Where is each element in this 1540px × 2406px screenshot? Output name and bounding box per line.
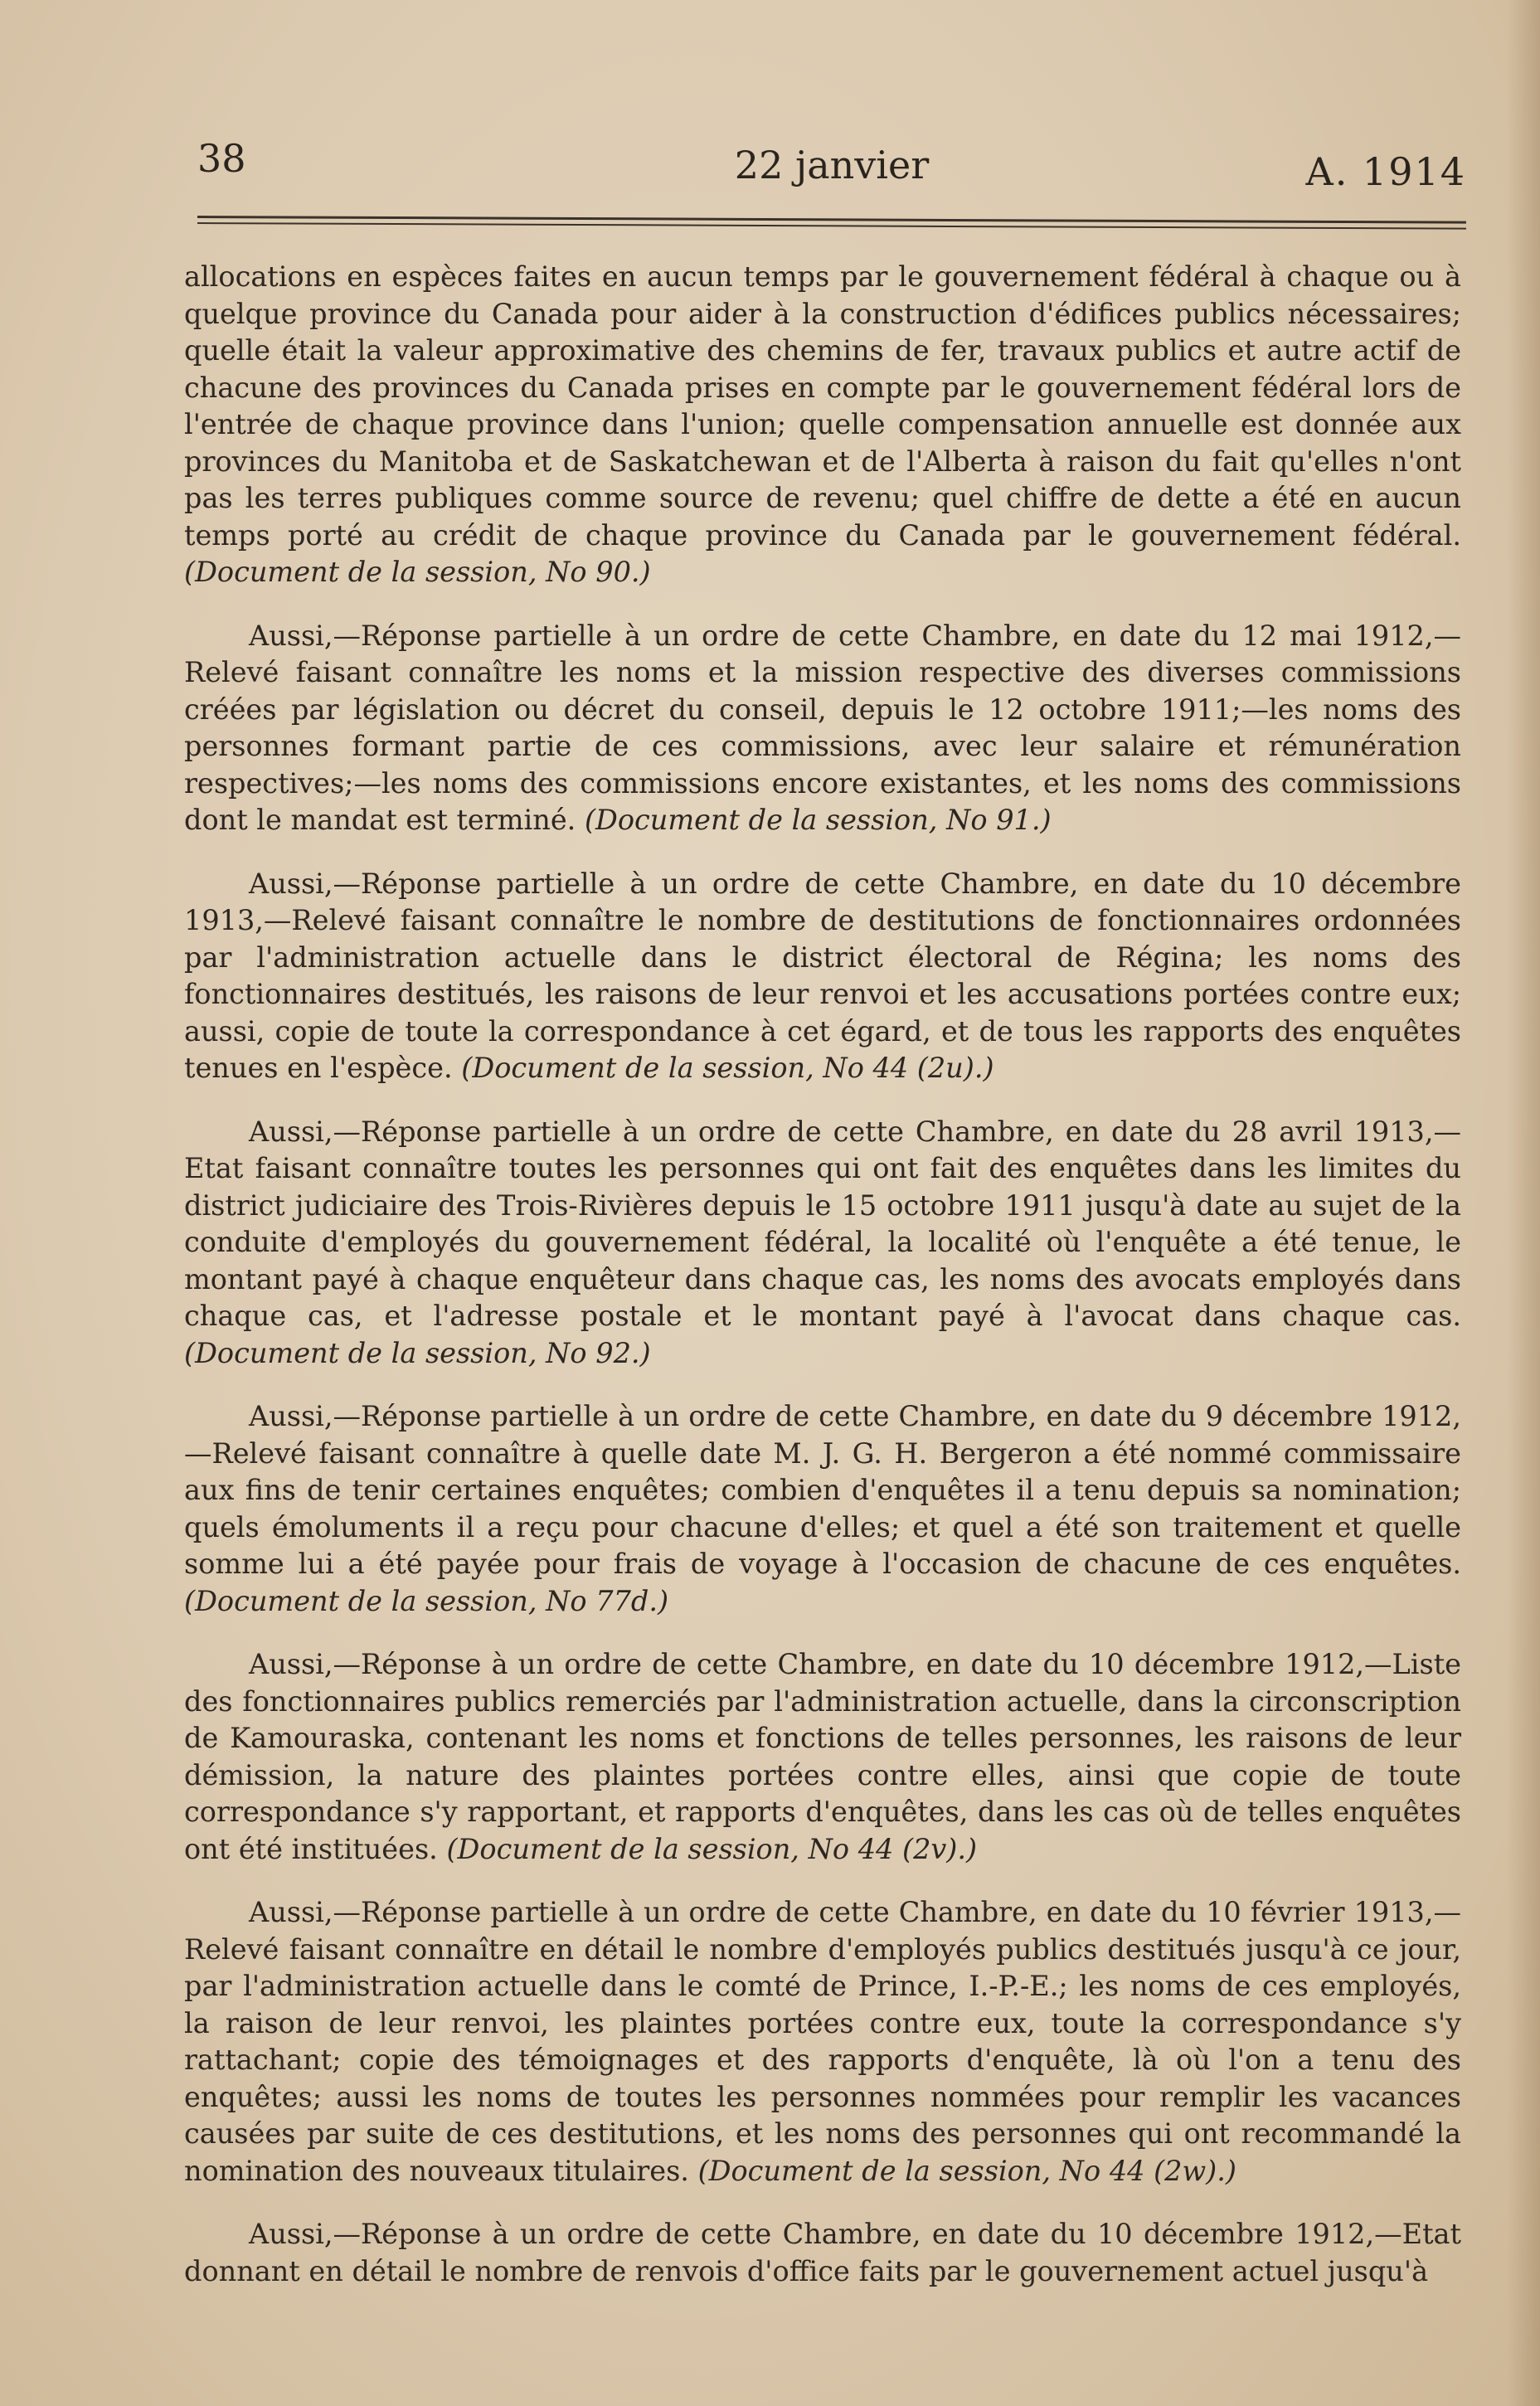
paragraph xyxy=(184,866,1461,1087)
document-reference: (Document de la session, No 44 (2w).) xyxy=(697,2154,1236,2187)
paragraph xyxy=(184,1398,1461,1620)
header-date: 22 janvier xyxy=(734,143,930,187)
paragraph xyxy=(184,259,1461,591)
document-reference: (Document de la session, No 90.) xyxy=(184,556,651,588)
document-reference: (Document de la session, No 91.) xyxy=(584,804,1052,836)
paragraph-text: Aussi,—Réponse partielle à un ordre de cette Chambre, en date du 12 mai 1912,—Relevé faisant connaître les noms et la mission respective des diverses commissions créées par législation ou décret du conseil, depuis le 12 octobre 1911;—les noms des personnes formant partie de ces commissions, avec leur salaire et rémunération respectives;—les noms des commissions encore existantes, et les noms des commissions dont le mandat est terminé. xyxy=(184,619,1461,836)
paragraph-text: Aussi,—Réponse partielle à un ordre de cette Chambre, en date du 10 décembre 1913,—Relevé faisant connaître le nombre de destitutions de fonctionnaires ordonnées par l'administration actuelle dans le district électoral de Régina; les noms des fonctionnaires destitués, les raisons de leur renvoi et les accusations portées contre eux; aussi, copie de toute la correspondance à cet égard, et de tous les rapports des enquêtes tenues en l'espèce. xyxy=(184,867,1461,1084)
document-body xyxy=(184,259,1461,2316)
paragraph-text: Aussi,—Réponse partielle à un ordre de cette Chambre, en date du 10 février 1913,—Relevé faisant connaître en détail le nombre d'employés publics destitués jusqu'à ce jour, par l'administration actuelle dans le comté de Prince, I.-P.-E.; les noms de ces employés, la raison de leur renvoi, les plaintes portées contre eux, toute la correspondance s'y rattachant; copie des témoignages et des rapports d'enquête, là où l'on a tenu des enquêtes; aussi les noms de toutes les personnes nommées pour remplir les vacances causées par suite de ces destitutions, et les noms des personnes qui ont recommandé la nomination des nouveaux titulaires. xyxy=(184,1896,1461,2187)
paragraph-text: Aussi,—Réponse à un ordre de cette Chambre, en date du 10 décembre 1912,—Etat donnant en détail le nombre de renvois d'office faits par le gouvernement actuel jusqu'à xyxy=(184,2218,1461,2287)
header-year: A. 1914 xyxy=(1305,149,1466,194)
paragraph xyxy=(184,1114,1461,1373)
page-number: 38 xyxy=(197,136,246,181)
document-reference: (Document de la session, No 77d.) xyxy=(184,1584,669,1617)
page-edge-shadow xyxy=(1507,0,1540,2406)
header-rule-bottom xyxy=(197,222,1466,230)
paragraph-text: Aussi,—Réponse à un ordre de cette Chambre, en date du 10 décembre 1912,—Liste des fonctionnaires publics remerciés par l'administration actuelle, dans la circonscription de Kamouraska, contenant les noms et fonctions de telles personnes, les raisons de leur démission, la nature des plaintes portées contre elles, ainsi que copie de toute correspondance s'y rapportant, et rapports d'enquêtes, dans les cas où de telles enquêtes ont été instituées. xyxy=(184,1648,1461,1865)
paragraph-text: Aussi,—Réponse partielle à un ordre de cette Chambre, en date du 28 avril 1913,—Etat faisant connaître toutes les personnes qui ont fait des enquêtes dans les limites du district judiciaire des Trois-Rivières depuis le 15 octobre 1911 jusqu'à date au sujet de la conduite d'employés du gouvernement fédéral, la localité où l'enquête a été tenue, le montant payé à chaque enquêteur dans chaque cas, les noms des avocats employés dans chaque cas, et l'adresse postale et le montant payé à l'avocat dans chaque cas. xyxy=(184,1115,1461,1332)
paragraph-text: allocations en espèces faites en aucun temps par le gouvernement fédéral à chaque ou à quelque province du Canada pour aider à la construction d'édifices publics nécessaires; quelle était la valeur approximative des chemins de fer, travaux publics et autre actif de chacune des provinces du Canada prises en compte par le gouvernement fédéral lors de l'entrée de chaque province dans l'union; quelle compensation annuelle est donnée aux provinces du Manitoba et de Saskatchewan et de l'Alberta à raison du fait qu'elles n'ont pas les terres publiques comme source de revenu; quel chiffre de dette a été en aucun temps porté au crédit de chaque province du Canada par le gouvernement fédéral. xyxy=(184,260,1461,552)
paragraph xyxy=(184,618,1461,839)
paragraph xyxy=(184,2216,1461,2290)
document-reference: (Document de la session, No 44 (2u).) xyxy=(461,1052,994,1084)
paragraph-text: Aussi,—Réponse partielle à un ordre de cette Chambre, en date du 9 décembre 1912,—Relevé faisant connaître à quelle date M. J. G. H. Bergeron a été nommé commissaire aux fins de tenir certaines enquêtes; combien d'enquêtes il a tenu depuis sa nomination; quels émoluments il a reçu pour chacune d'elles; et quel a été son traitement et quelle somme lui a été payée pour frais de voyage à l'occasion de chacune de ces enquêtes. xyxy=(184,1400,1461,1580)
paragraph xyxy=(184,1646,1461,1868)
document-reference: (Document de la session, No 44 (2v).) xyxy=(446,1832,978,1865)
page-header xyxy=(197,124,1466,199)
document-reference: (Document de la session, No 92.) xyxy=(184,1336,651,1369)
paragraph xyxy=(184,1894,1461,2190)
